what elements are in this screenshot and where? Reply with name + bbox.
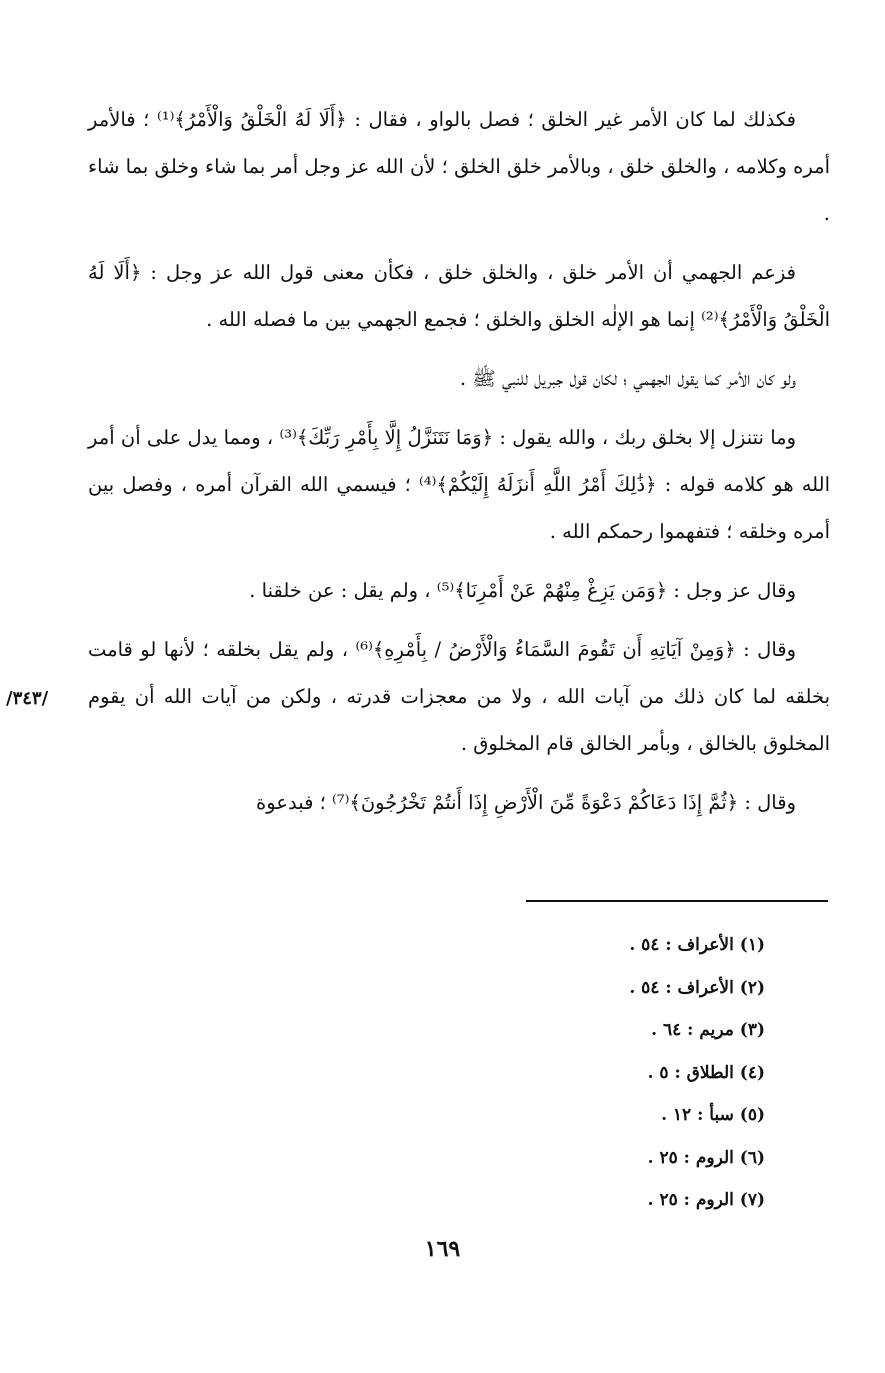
footnote-1: (١) الأعراف : ٥٤ . xyxy=(629,935,765,955)
footnote-2: (٢) الأعراف : ٥٤ . xyxy=(629,977,765,998)
footnote-6: (٦) الروم : ٢٥ . xyxy=(647,1147,765,1168)
paragraph-1: فكذلك لما كان الأمر غير الخلق ؛ فصل بالواو ، فقال : ﴿أَلَا لَهُ الْخَلْقُ وَالْأَمْرُ﴾⁽¹⁾ ؛ فالأمر أمره وكلامه ، والخلق خلق ، وبالأمر خلق الخلق ؛ لأن الله عز وجل أمر بما شاء وخلق بما شاء . xyxy=(88,108,830,225)
paragraph-5: وقال عز وجل : ﴿وَمَن يَزِغْ مِنْهُمْ عَنْ أَمْرِنَا﴾⁽⁵⁾ ، ولم يقل : عن خلقنا . xyxy=(249,579,796,602)
manuscript-folio-marker: /٣٤٣/ xyxy=(6,688,49,709)
footnote-divider xyxy=(526,900,828,902)
footnote-3: (٣) مريم : ٦٤ . xyxy=(651,1020,765,1040)
footnote-7: (٧) الروم : ٢٥ . xyxy=(647,1190,765,1210)
paragraph-4: وما نتنزل إلا بخلق ربك ، والله يقول : ﴿وَمَا نَتَنَزَّلُ إِلَّا بِأَمْرِ رَبِّكَ﴾⁽³⁾ ، ومما يدل على أن أمر الله هو كلامه قوله : ﴿ذَٰلِكَ أَمْرُ اللَّهِ أَنزَلَهُ إِلَيْكُمْ﴾⁽⁴⁾ ؛ فيسمي الله القرآن أمره ، وفصل بين أمره وخلقه ؛ فتفهموا رحمكم الله . xyxy=(88,426,830,543)
footnote-4: (٤) الطلاق : ٥ . xyxy=(647,1062,765,1083)
page-number: ١٦٩ xyxy=(424,1236,461,1262)
footnotes xyxy=(629,924,765,1222)
paragraph-2: فزعم الجهمي أن الأمر خلق ، والخلق خلق ، فكأن معنى قول الله عز وجل : ﴿أَلَا لَهُ الْخَلْقُ وَالْأَمْرُ﴾⁽²⁾ إنما هو الإلٰه الخلق والخلق ؛ فجمع الجهمي بين ما فصله الله . xyxy=(88,261,830,331)
footnote-5: (٥) سبأ : ١٢ . xyxy=(661,1105,765,1125)
paragraph-7: وقال : ﴿ثُمَّ إِذَا دَعَاكُمْ دَعْوَةً مِّنَ الْأَرْضِ إِذَا أَنتُمْ تَخْرُجُونَ﴾⁽⁷⁾ ؛ فبدعوة xyxy=(256,791,796,814)
main-text xyxy=(88,96,830,838)
paragraph-6: وقال : ﴿وَمِنْ آيَاتِهِ أَن تَقُومَ السَّمَاءُ وَالْأَرْضُ / بِأَمْرِهِ﴾⁽⁶⁾ ، ولم يقل بخلقه ؛ لأنها لو قامت بخلقه لما كان ذلك من آيات الله ، ولا من معجزات قدرته ، ولكن من آيات الله أن يقوم المخلوق بالخالق ، وبأمر الخالق قام المخلوق . xyxy=(88,638,830,755)
paragraph-3: ولو كان الأمر كما يقول الجهمي ؛ لكان قول جبريل للنبي ﷺ . xyxy=(459,367,796,390)
